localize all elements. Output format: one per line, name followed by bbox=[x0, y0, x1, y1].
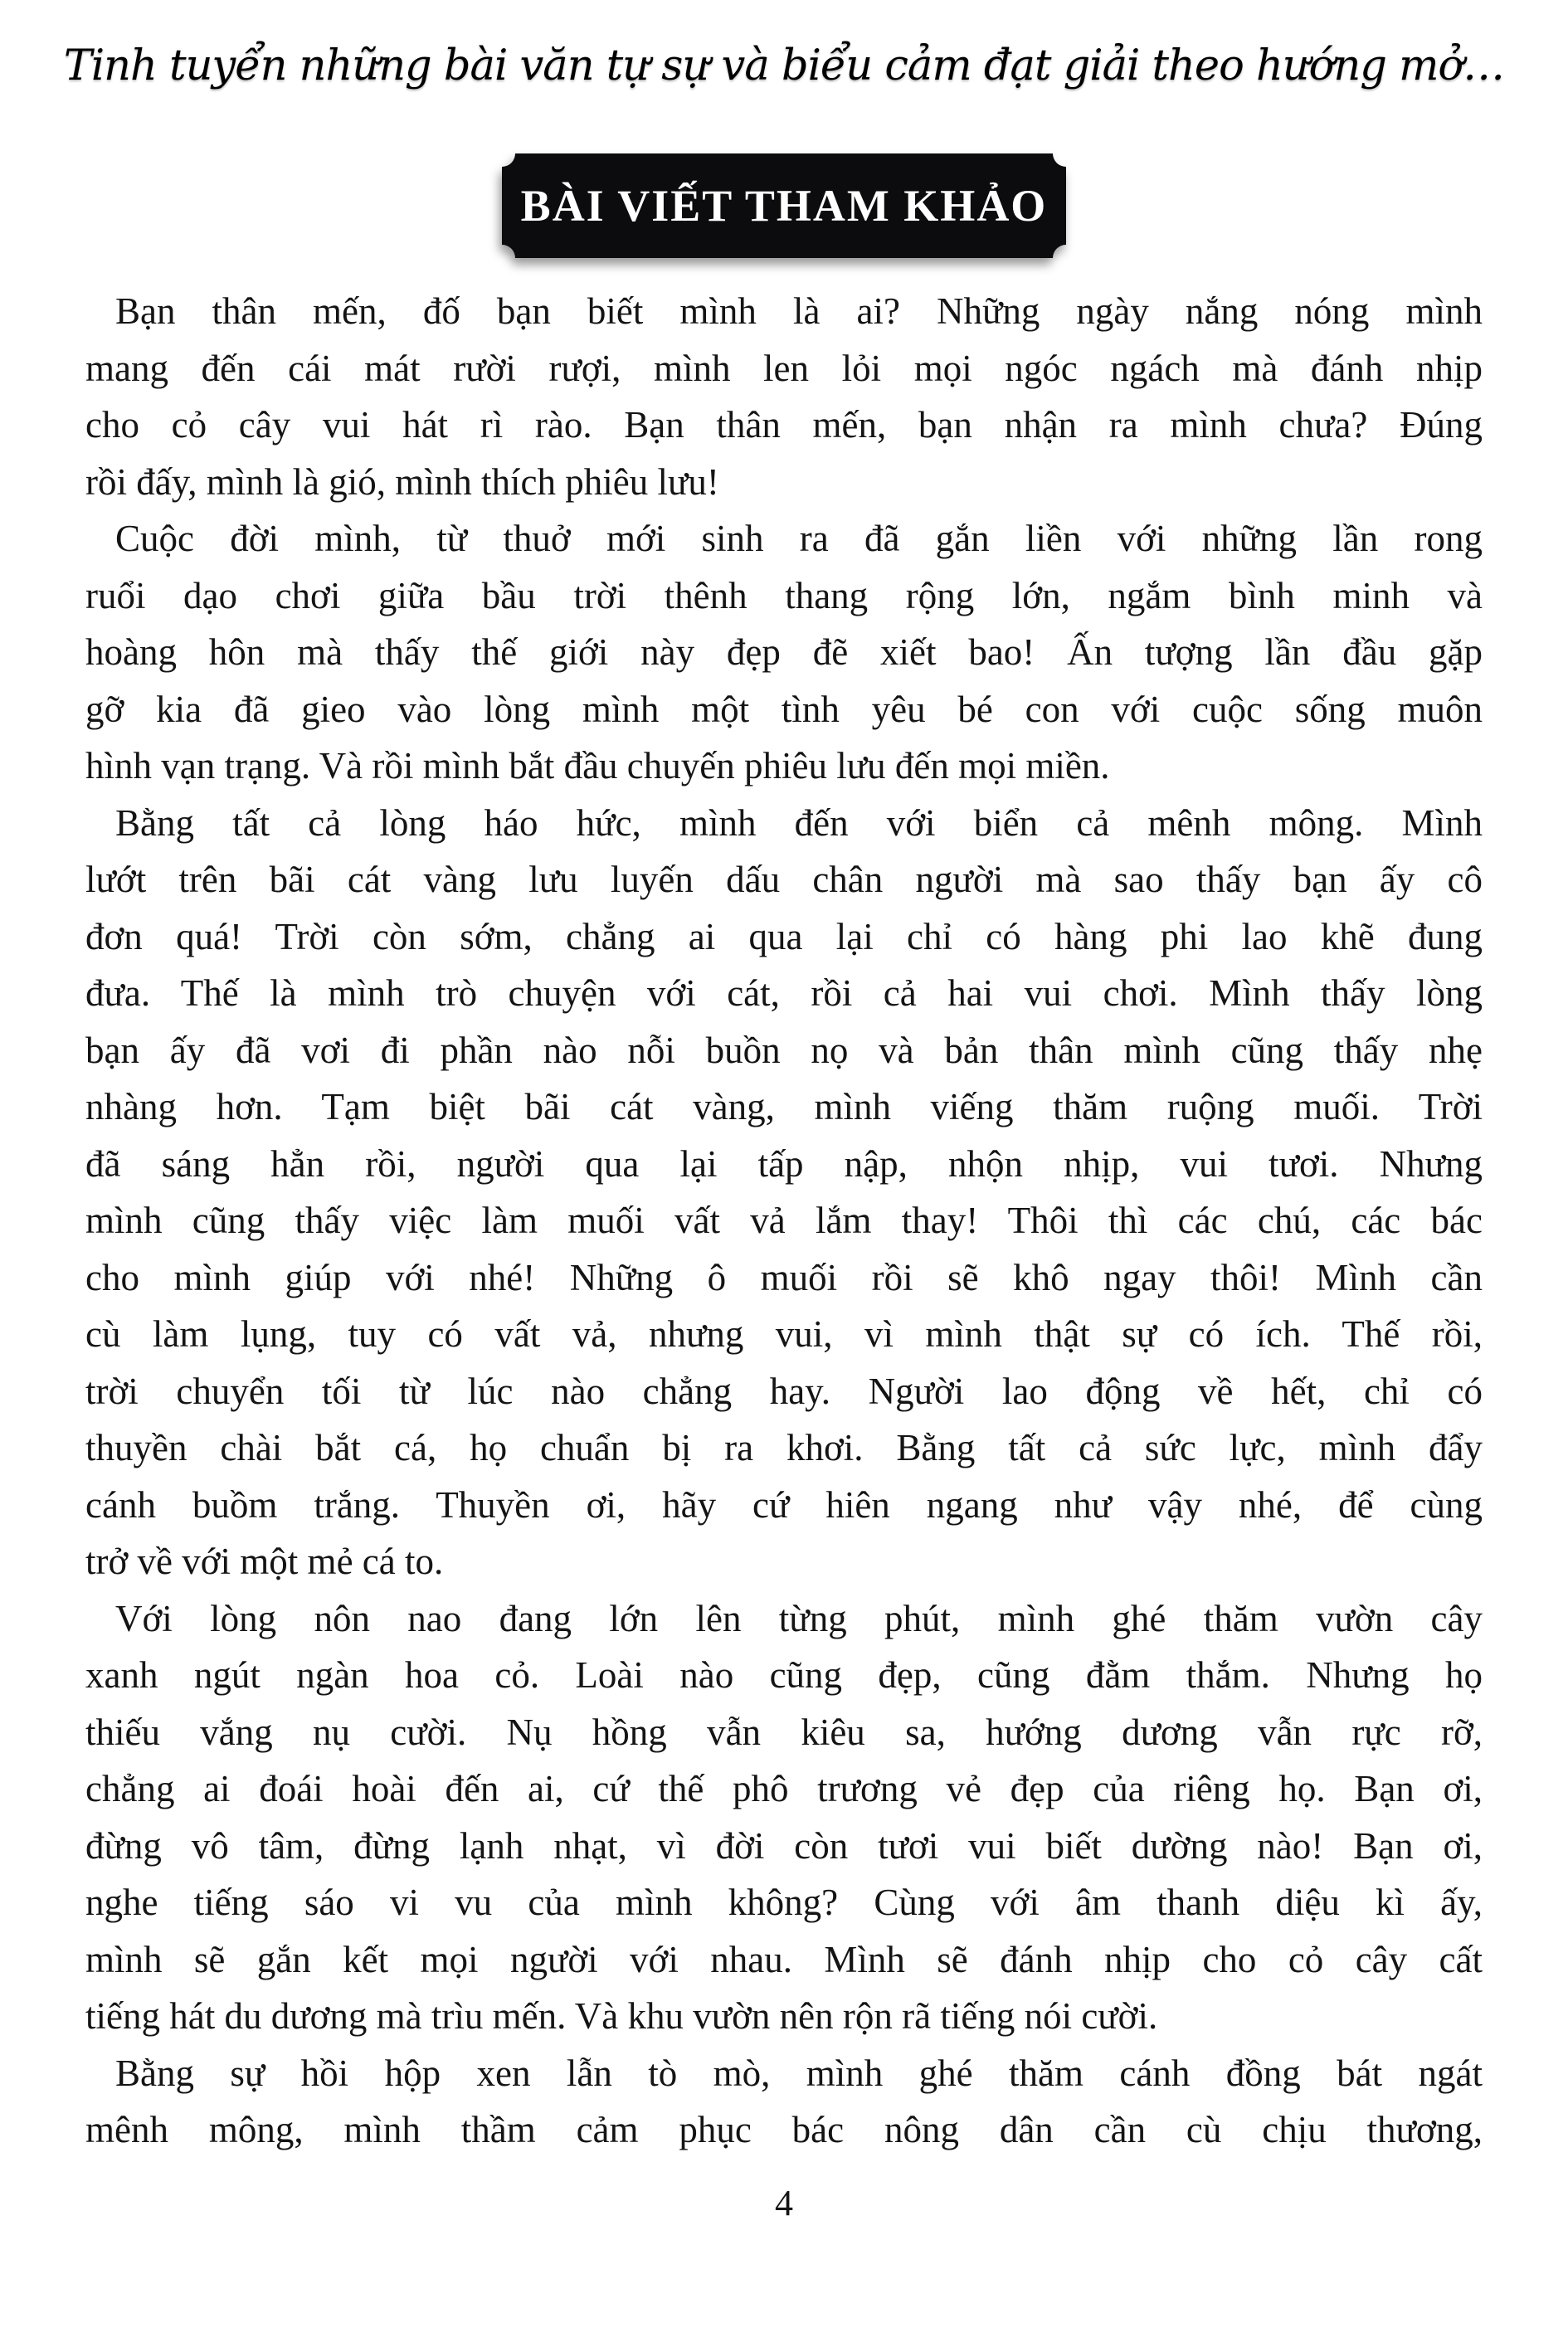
body-text bbox=[85, 283, 1483, 2159]
text-line: đừng vô tâm, đừng lạnh nhạt, vì đời còn tươi vui biết dường nào! Bạn ơi, bbox=[85, 1824, 1483, 1867]
text-line: rồi đấy, mình là gió, mình thích phiêu lưu! bbox=[85, 460, 719, 503]
text-line: bạn ấy đã vơi đi phần nào nỗi buồn nọ và bản thân mình cũng thấy nhẹ bbox=[85, 1029, 1483, 1071]
text-line: gỡ kia đã gieo vào lòng mình một tình yêu bé con với cuộc sống muôn bbox=[85, 688, 1483, 730]
text-line: đưa. Thế là mình trò chuyện với cát, rồi cả hai vui chơi. Mình thấy lòng bbox=[85, 972, 1483, 1014]
text-line: cánh buồm trắng. Thuyền ơi, hãy cứ hiên ngang như vậy nhé, để cùng bbox=[85, 1483, 1483, 1526]
text-line: chẳng ai đoái hoài đến ai, cứ thế phô trương vẻ đẹp của riêng họ. Bạn ơi, bbox=[85, 1768, 1483, 1809]
text-line: Bạn thân mến, đố bạn biết mình là ai? Những ngày nắng nóng mình bbox=[115, 290, 1483, 332]
text-line: mình cũng thấy việc làm muối vất vả lắm thay! Thôi thì các chú, các bác bbox=[85, 1200, 1483, 1241]
text-line: hình vạn trạng. Và rồi mình bắt đầu chuyến phiêu lưu đến mọi miền. bbox=[85, 745, 1110, 786]
text-line: trở về với một mẻ cá to. bbox=[85, 1541, 444, 1582]
text-line: mênh mông, mình thầm cảm phục bác nông dân cần cù chịu thương, bbox=[85, 2109, 1483, 2150]
text-line: tiếng hát du dương mà trìu mến. Và khu vườn nên rộn rã tiếng nói cười. bbox=[85, 1995, 1158, 2037]
text-line: ruổi dạo chơi giữa bầu trời thênh thang rộng lớn, ngắm bình minh và bbox=[85, 574, 1483, 616]
reference-article-banner bbox=[502, 153, 1066, 258]
banner-label: BÀI VIẾT THAM KHẢO bbox=[520, 181, 1048, 231]
text-line: cù làm lụng, tuy có vất vả, nhưng vui, vì mình thật sự có ích. Thế rồi, bbox=[85, 1313, 1483, 1355]
text-line: nghe tiếng sáo vi vu của mình không? Cùng với âm thanh diệu kì ấy, bbox=[85, 1882, 1483, 1923]
text-line: đã sáng hẳn rồi, người qua lại tấp nập, nhộn nhịp, vui tươi. Nhưng bbox=[85, 1142, 1483, 1185]
text-line: Với lòng nôn nao đang lớn lên từng phút, mình ghé thăm vườn cây bbox=[115, 1597, 1483, 1639]
page-number: 4 bbox=[775, 2183, 793, 2223]
text-line: xanh ngút ngàn hoa cỏ. Loài nào cũng đẹp, cũng đằm thắm. Nhưng họ bbox=[85, 1654, 1483, 1696]
text-line: lướt trên bãi cát vàng lưu luyến dấu chân người mà sao thấy bạn ấy cô bbox=[85, 859, 1483, 900]
text-line: cho mình giúp với nhé! Những ô muối rồi sẽ khô ngay thôi! Mình cần bbox=[85, 1256, 1483, 1298]
text-line: Cuộc đời mình, từ thuở mới sinh ra đã gắn liền với những lần rong bbox=[115, 518, 1483, 559]
text-line: mang đến cái mát rười rượi, mình len lỏi mọi ngóc ngách mà đánh nhịp bbox=[85, 347, 1483, 389]
text-line: cho cỏ cây vui hát rì rào. Bạn thân mến, bạn nhận ra mình chưa? Đúng bbox=[85, 404, 1483, 446]
text-line: Bằng sự hồi hộp xen lẫn tò mò, mình ghé thăm cánh đồng bát ngát bbox=[115, 2052, 1483, 2094]
text-line: nhàng hơn. Tạm biệt bãi cát vàng, mình viếng thăm ruộng muối. Trời bbox=[85, 1086, 1483, 1127]
text-line: Bằng tất cả lòng háo hức, mình đến với biển cả mênh mông. Mình bbox=[115, 801, 1483, 844]
text-line: trời chuyển tối từ lúc nào chẳng hay. Người lao động về hết, chỉ có bbox=[85, 1370, 1483, 1412]
running-header: Tinh tuyển những bài văn tự sự và biểu cảm đạt giải theo hướng mở… bbox=[63, 41, 1505, 90]
text-line: đơn quá! Trời còn sớm, chẳng ai qua lại chỉ có hàng phi lao khẽ đung bbox=[85, 915, 1483, 957]
text-line: thuyền chài bắt cá, họ chuẩn bị ra khơi. Bằng tất cả sức lực, mình đẩy bbox=[85, 1427, 1483, 1468]
text-line: hoàng hôn mà thấy thế giới này đẹp đẽ xiết bao! Ấn tượng lần đầu gặp bbox=[85, 631, 1483, 673]
text-line: thiếu vắng nụ cười. Nụ hồng vẫn kiêu sa, hướng dương vẫn rực rỡ, bbox=[85, 1711, 1483, 1753]
text-line: mình sẽ gắn kết mọi người với nhau. Mình sẽ đánh nhịp cho cỏ cây cất bbox=[85, 1938, 1483, 1980]
